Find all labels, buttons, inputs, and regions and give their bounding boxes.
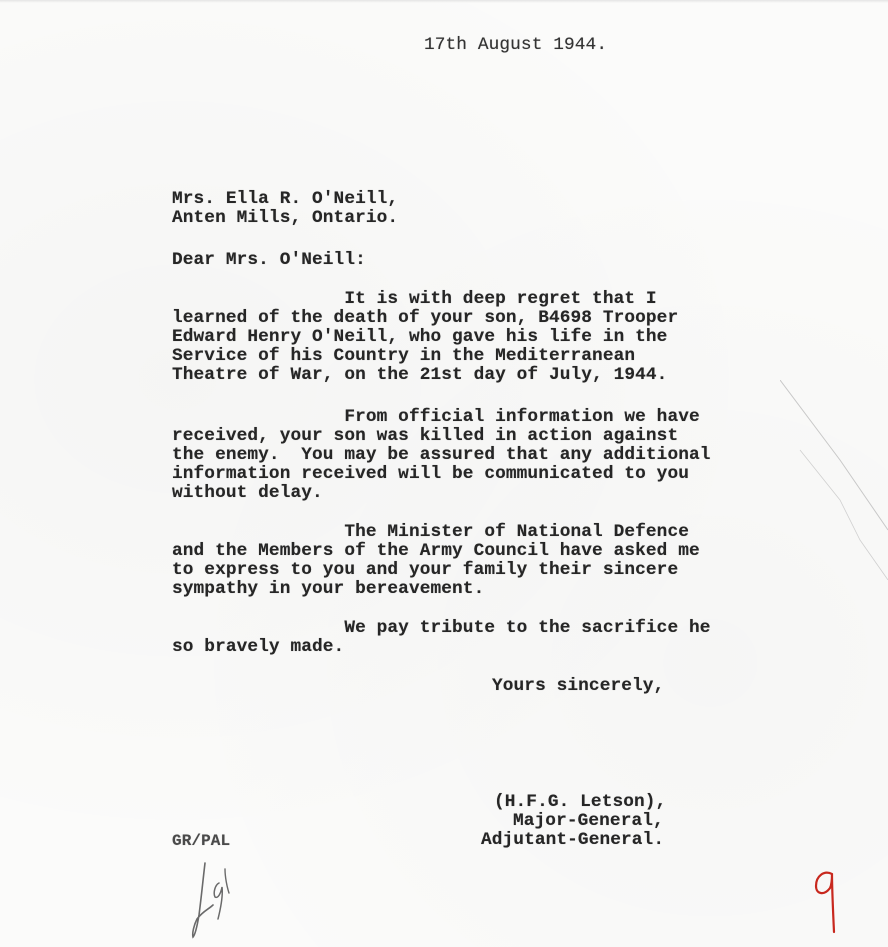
paragraph-line: It is with deep regret that I (172, 289, 657, 309)
paragraph-line: so bravely made. (172, 637, 345, 657)
paragraph-official-information (172, 408, 711, 503)
paragraph-line: without delay. (172, 483, 323, 503)
paragraph-line: sympathy in your bereavement. (172, 579, 485, 599)
paragraph-line: From official information we have (172, 407, 700, 427)
paragraph-line: learned of the death of your son, B4698 Trooper (172, 308, 679, 328)
paragraph-line: The Minister of National Defence (172, 522, 689, 542)
handwritten-page-number-icon (808, 862, 848, 937)
reference-initials: GR/PAL (172, 832, 231, 850)
recipient-name: Mrs. Ella R. O'Neill, (172, 189, 399, 209)
paragraph-line: the enemy. You may be assured that any additional (172, 445, 711, 465)
paper-crease (780, 380, 888, 580)
signatory-name: (H.F.G. Letson), (494, 792, 667, 812)
handwritten-initials-icon (185, 855, 245, 940)
paragraph-line: Theatre of War, on the 21st day of July, 1944. (172, 365, 668, 385)
recipient-address: Anten Mills, Ontario. (172, 208, 399, 228)
page-top-edge (0, 0, 888, 3)
paragraph-line: information received will be communicated to you (172, 464, 689, 484)
paragraph-minister-sympathy (172, 523, 700, 599)
paragraph-line: received, your son was killed in action against (172, 426, 679, 446)
salutation: Dear Mrs. O'Neill: (172, 250, 366, 270)
paragraph-line: Edward Henry O'Neill, who gave his life in the (172, 327, 668, 347)
paragraph-line: to express to you and your family their sincere (172, 560, 679, 580)
paragraph-line: Service of his Country in the Mediterranean (172, 346, 636, 366)
paragraph-condolence (172, 290, 678, 385)
signatory-title: Adjutant-General. (481, 830, 665, 850)
letter-date: 17th August 1944. (424, 35, 608, 55)
paragraph-line: We pay tribute to the sacrifice he (172, 618, 711, 638)
paragraph-tribute (172, 619, 711, 657)
signatory-rank: Major-General, (513, 811, 664, 831)
closing: Yours sincerely, (492, 676, 665, 696)
paragraph-line: and the Members of the Army Council have asked me (172, 541, 700, 561)
